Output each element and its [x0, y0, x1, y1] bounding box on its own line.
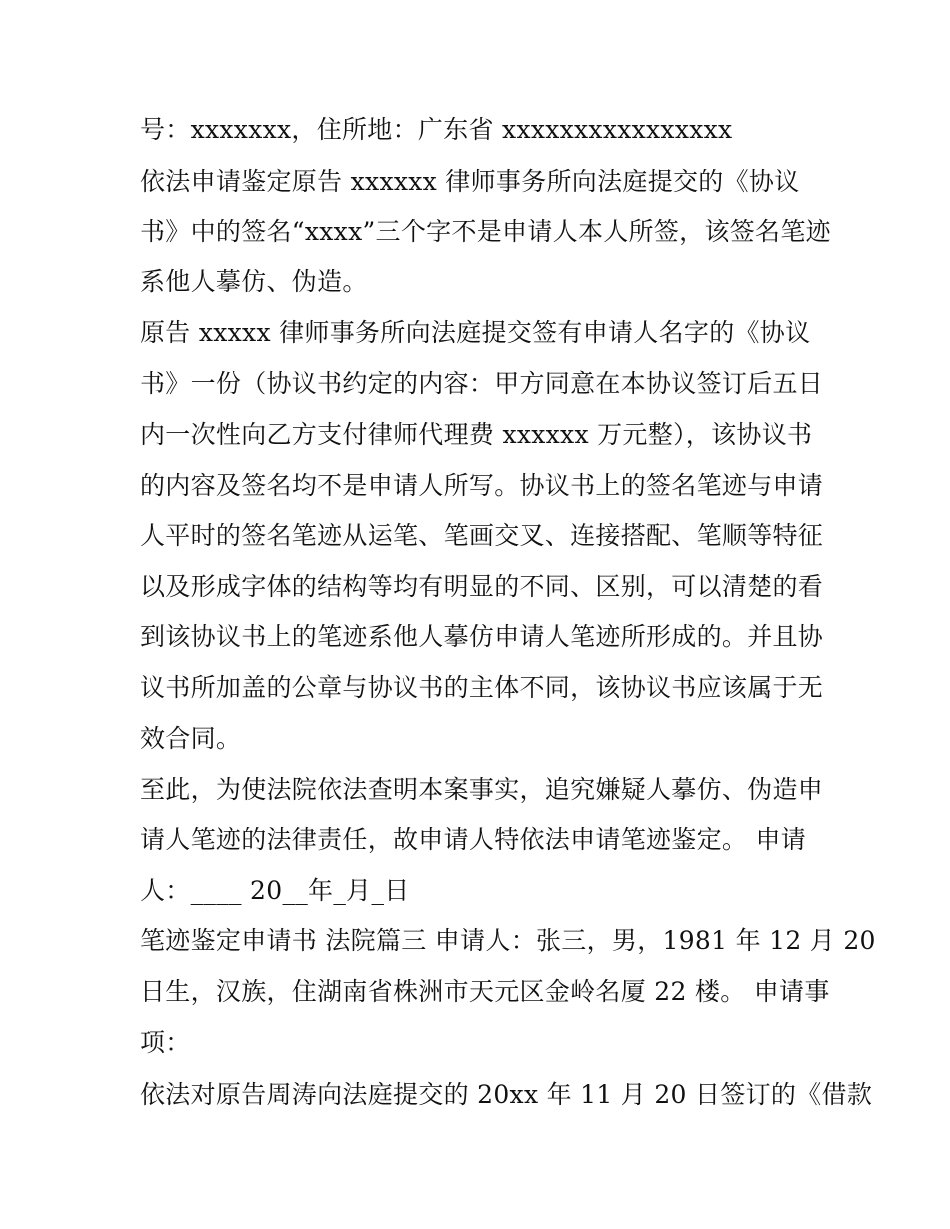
- text-line: 原告 xxxxx 律师事务所向法庭提交签有申请人名字的《协议: [140, 318, 811, 347]
- text-line: 议书所加盖的公章与协议书的主体不同，该协议书应该属于无: [140, 673, 824, 702]
- text-line: 内一次性向乙方支付律师代理费 xxxxxx 万元整），该协议书: [140, 420, 813, 449]
- text-line: 书》中的签名“xxxx”三个字不是申请人本人所签，该签名笔迹: [140, 217, 831, 246]
- text-line: 笔迹鉴定申请书 法院篇三 申请人：张三，男，1981 年 12 月 20: [140, 926, 876, 955]
- text-line: 效合同。: [140, 724, 242, 753]
- text-line: 书》一份（协议书约定的内容：甲方同意在本协议签订后五日: [140, 369, 824, 398]
- text-line: 人：____ 20__年_月_日: [140, 876, 410, 905]
- text-line: 的内容及签名均不是申请人所写。协议书上的签名笔迹与申请: [140, 471, 824, 500]
- text-line: 请人笔迹的法律责任，故申请人特依法申请笔迹鉴定。 申请: [140, 825, 807, 854]
- text-line: 到该协议书上的笔迹系他人摹仿申请人笔迹所形成的。并且协: [140, 622, 824, 651]
- text-line: 依法申请鉴定原告 xxxxxx 律师事务所向法庭提交的《协议: [140, 167, 800, 196]
- text-line: 号：xxxxxxx，住所地：广东省 xxxxxxxxxxxxxxxx: [140, 115, 733, 144]
- text-line: 依法对原告周涛向法庭提交的 20xx 年 11 月 20 日签订的《借款: [140, 1080, 873, 1109]
- text-line: 系他人摹仿、伪造。: [140, 267, 368, 296]
- text-line: 至此，为使法院依法查明本案事实，追究嫌疑人摹仿、伪造申: [140, 775, 824, 804]
- text-line: 人平时的签名笔迹从运笔、笔画交叉、连接搭配、笔顺等特征: [140, 521, 824, 550]
- text-line: 项：: [140, 1028, 191, 1057]
- text-line: 日生，汉族，住湖南省株洲市天元区金岭名厦 22 楼。 申请事: [140, 977, 830, 1006]
- text-line: 以及形成字体的结构等均有明显的不同、区别，可以清楚的看: [140, 572, 824, 601]
